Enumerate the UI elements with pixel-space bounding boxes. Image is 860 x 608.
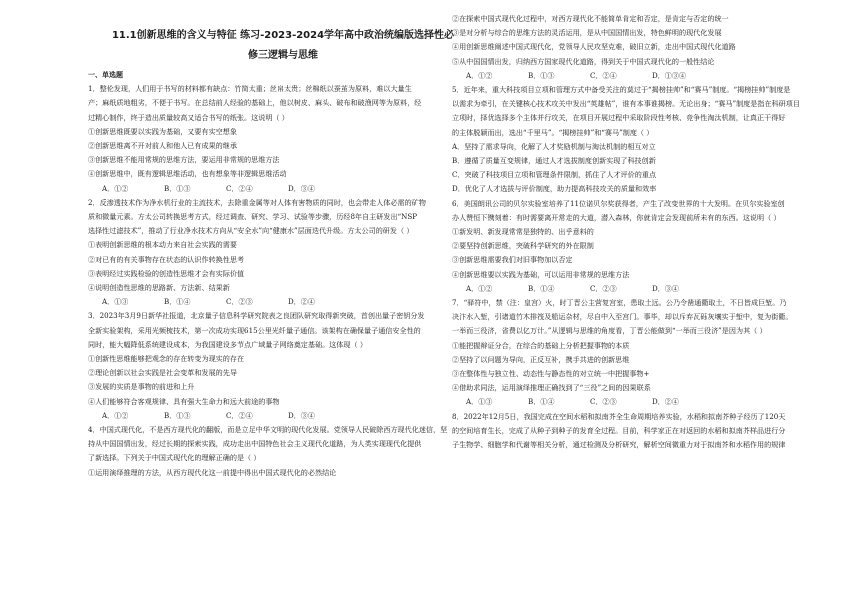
option-line: ②理论创新以社会实践是社会变革和发展的先导 bbox=[88, 368, 237, 378]
question-text-line: 一举而三役济，省费以亿万计。”从逻辑与思维的角度看，丁晋公能做到“一举而三役济”是因为其（ ） bbox=[452, 326, 767, 336]
question-text-line: 2．反渗透技术作为净水机行业的主流技术，去除重金属等对人体有害物质的同时，也会带走人体必需的矿物 bbox=[88, 197, 426, 207]
option-line: ②要坚持创新思维，突破科学研究的外在限制 bbox=[452, 241, 594, 251]
answer-choice: C．②③ bbox=[226, 297, 253, 307]
question-text-line: 全新实验架构，采用光频梳技术，第一次成功实现615公里光纤量子通信。该架构在确保量子通信安全性的 bbox=[88, 325, 421, 335]
question-text-line: 过精心制作，终于造出质量较高又适合书写的纸张。这说明（ ） bbox=[88, 112, 289, 122]
answer-choice: C．②④ bbox=[590, 70, 617, 80]
question-text-line: 了新选择。下列关于中国式现代化的理解正确的是（ ） bbox=[88, 453, 261, 463]
question-text-line: 同时，能大幅降低系统建设成本，为我国建设多节点广域量子网络奠定基础。这体现（ ） bbox=[88, 339, 367, 349]
answer-choice: B．①④ bbox=[164, 297, 191, 307]
question-text-line: 的空间培育生长，完成了从种子到种子的发育全过程。目前，科学家正在对返回的水稻和拟南芥样品进行分 bbox=[452, 425, 786, 435]
option-line: ①能把握辩证分合，在综合的基础上分析把握事物的本质 bbox=[452, 340, 630, 350]
option-line: ④创新思维中，既有逻辑思维活动，也有想象等非逻辑思维活动 bbox=[88, 169, 287, 179]
answer-choices bbox=[466, 69, 842, 83]
option-line: ①运用演绎推理的方法，从西方现代化这一前提中得出中国式现代化的必然结论 bbox=[88, 467, 337, 477]
answer-choice: D．②④ bbox=[288, 297, 315, 307]
answer-choice: B．①③ bbox=[164, 410, 191, 420]
answer-choices bbox=[102, 182, 478, 196]
option-line: ③表明经过实践检验的创造性思维才会有实际价值 bbox=[88, 268, 245, 278]
answer-choice: A．①② bbox=[102, 183, 129, 193]
option-line: ②坚持了以问题为导向，正反互补，携手共进的创新思维 bbox=[452, 354, 630, 364]
answer-choice: C．②④ bbox=[226, 410, 253, 420]
question-text-line: 以需求为牵引，在关键核心技术攻关中发出“英雄帖”，谁有本事谁揭榜。无论出身；“赛马”制度是指在科研项目 bbox=[452, 99, 800, 109]
answer-choices bbox=[466, 395, 842, 409]
option-line: ⑤从中国国情出发，归纳西方国家现代化道路，得到关于中国式现代化的一般性结论 bbox=[452, 56, 715, 66]
answer-choice: C．②④ bbox=[226, 183, 253, 193]
answer-choice: D．③④ bbox=[288, 183, 315, 193]
section-heading: 一、单选题 bbox=[88, 71, 123, 79]
option-line: C．突破了科技项目立项和管理条件限制，抓住了人才评价的重点 bbox=[452, 170, 657, 180]
answer-choice: D．②④ bbox=[652, 397, 679, 407]
option-line: ③创新思维不能用常规的思维方法，要运用非常规的思维方法 bbox=[88, 155, 280, 165]
option-line: ④创新思维要以实践为基础，可以运用非常规的思维方法 bbox=[452, 269, 630, 279]
question-text-line: 3．2023年3月9日新华社报道，北京量子信息科学研究院表之良团队研究取得新突破，首创出量子密钥分发 bbox=[88, 311, 425, 321]
option-line: ③创新思维需要我们对旧事物加以否定 bbox=[452, 255, 573, 265]
question-text-line: 立项时，择优选择多个主体并行攻关，在项目开展过程中采取阶段性考核、竞争性淘汰机制，让真正干得好 bbox=[452, 113, 786, 123]
question-text-line: 的主体脱颖而出，选出“千里马”。“揭榜挂帅”和“赛马”制度（ ） bbox=[452, 127, 654, 137]
answer-choices bbox=[466, 282, 842, 296]
option-line: ④人们能够符合客观规律、具有强大生命力和远大前途的事物 bbox=[88, 396, 280, 406]
answer-choice: A．①② bbox=[102, 410, 129, 420]
option-line: ①创新性思维能够把观念的存在转变为现实的存在 bbox=[88, 354, 245, 364]
option-line: ②在探索中国式现代化过程中，对西方现代化不能简单肯定和否定，是肯定与否定的统一 bbox=[452, 14, 729, 23]
question-text-line: 5．近年来，重大科技项目立项和管理方式中备受关注的莫过于“揭榜挂帅”和“赛马”制度。“揭榜挂帅”制度是 bbox=[452, 85, 791, 95]
question-text-line: 8．2022年12月5日，我国完成在空间水稻和拟南芥全生命周期培养实验，水稻和拟南芥种子经历了120天 bbox=[452, 411, 786, 421]
option-line: ③在整体性与独立性、动态性与静态性的对立统一中把握事物+ bbox=[452, 369, 650, 379]
title-line-1: 11.1创新思维的含义与特征 练习-2023-2024学年高中政治统编版选择性必 bbox=[111, 30, 455, 41]
answer-choice: B．①③ bbox=[528, 70, 555, 80]
question-text-line: 产；麻纸质地粗劣，不便于书写。在总结前人经验的基础上，他以树皮、麻头、破布和破渔网等为原料，经 bbox=[88, 98, 422, 108]
option-line: ①新发明、新发现常常是独特的、出乎意料的 bbox=[452, 227, 594, 237]
answer-choices bbox=[102, 409, 478, 423]
answer-choice: D．①③④ bbox=[652, 70, 687, 80]
answer-choice: A．①② bbox=[466, 283, 493, 293]
question-text-line: 持从中国国情出发，经过长期的探索实践，成功走出中国特色社会主义现代化道路，为人类实现现代化提供 bbox=[88, 439, 422, 449]
option-line: ④用创新思维阐述中国式现代化，党领导人民攻坚克难，破旧立新，走出中国式现代化道路 bbox=[452, 42, 736, 52]
question-text-line: 7．“驿符中，禁（注：皇宫）火，时丁晋公主营复宫室，患取土远。公乃令凿通衢取土，不日皆成巨堑。乃 bbox=[452, 298, 787, 308]
question-text-line: 6．美国朗讯公司的贝尔实验室培养了11位诺贝尔奖获得者，产生了改变世界的十大发明。在贝尔实验室创 bbox=[452, 198, 785, 208]
option-line: ②对已有的有关事物存在状态的认识作转换性思考 bbox=[88, 254, 245, 264]
option-line: ①创新思维既要以实践为基础，又要有实空想象 bbox=[88, 126, 237, 136]
title-line-2: 修三逻辑与思维 bbox=[248, 50, 318, 61]
option-line: ③发展的实质是事物的前进和上升 bbox=[88, 382, 195, 392]
question-text-line: 选择性过滤技术”，推动了行业净水技术方向从“安全水”向“健康水”层面迭代升级。方太公司的研发（ ） bbox=[88, 226, 414, 236]
answer-choice: D．③④ bbox=[288, 410, 315, 420]
answer-choice: B．①④ bbox=[528, 283, 555, 293]
option-line: ④借助求同法，运用演绎推理正确找到了“三役”之间的因果联系 bbox=[452, 383, 651, 393]
answer-choice: C．②③ bbox=[590, 283, 617, 293]
left-column bbox=[88, 26, 478, 480]
option-line: B．遵循了质量互变规律，通过人才选拔制度创新实现了科技创新 bbox=[452, 156, 656, 166]
question-text-line: 1．整伦发现，人们用于书写的材料都有缺点：竹简太重；丝帛太贵；丝棉纸以蚕茧为原料，难以大量生 bbox=[88, 84, 412, 94]
answer-choice: A．①② bbox=[466, 70, 493, 80]
answer-choice: A．①③ bbox=[466, 397, 493, 407]
option-line: ④说明创造性思维的思路新、方法新、结果新 bbox=[88, 283, 230, 293]
question-text-line: 子生物学、细胞学和代谢等相关分析，通过检测及分析研究，解析空间微重力对于拟南芥和水稻作用的规律 bbox=[452, 440, 786, 450]
option-line: ①表明创新思维的根本动力来自社会实践的需要 bbox=[88, 240, 237, 250]
option-line: ②创新思维离不开对前人和他人已有成果的继承 bbox=[88, 141, 237, 151]
question-text-line: 质和微量元素。方太公司转换思考方式，经过调查、研究、学习、试验等步骤，历经8年自主研发出“NSP bbox=[88, 212, 418, 222]
answer-choice: B．①④ bbox=[528, 397, 555, 407]
option-line: A．坚持了需求导向，化解了人才奖励机制与淘汰机制的相互对立 bbox=[452, 141, 656, 151]
answer-choice: A．①③ bbox=[102, 297, 129, 307]
answer-choice: C．②③ bbox=[590, 397, 617, 407]
answer-choice: D．③④ bbox=[652, 283, 679, 293]
right-column bbox=[452, 12, 842, 452]
question-text-line: 决汴水入堑，引诸道竹木排筏及船运杂材，尽自中入至宫门。事毕，却以斥弃瓦砾灰壤实于堑中，复为街衢。 bbox=[452, 312, 793, 322]
question-text-line: 4．中国式现代化，不是西方现代化的翻版，而是立足中华文明的现代化发展。党领导人民破除西方现代化迷信，坚 bbox=[88, 425, 448, 435]
answer-choice: B．①③ bbox=[164, 183, 191, 193]
question-text-line: 办人赞恒下镌刻着：有时需要离开常走的大道，潜入森林，你就肯定会发现前所未有的东西。这说明（ ） bbox=[452, 212, 781, 222]
option-line: ③是对分析与综合的思维方法的灵活运用，是从中国国情出发，特色鲜明的现代化发展 bbox=[452, 28, 722, 38]
document-title bbox=[88, 26, 478, 66]
option-line: D．优化了人才选拔与评价制度，助力提高科技攻关的质量和效率 bbox=[452, 184, 657, 194]
answer-choices bbox=[102, 295, 478, 309]
